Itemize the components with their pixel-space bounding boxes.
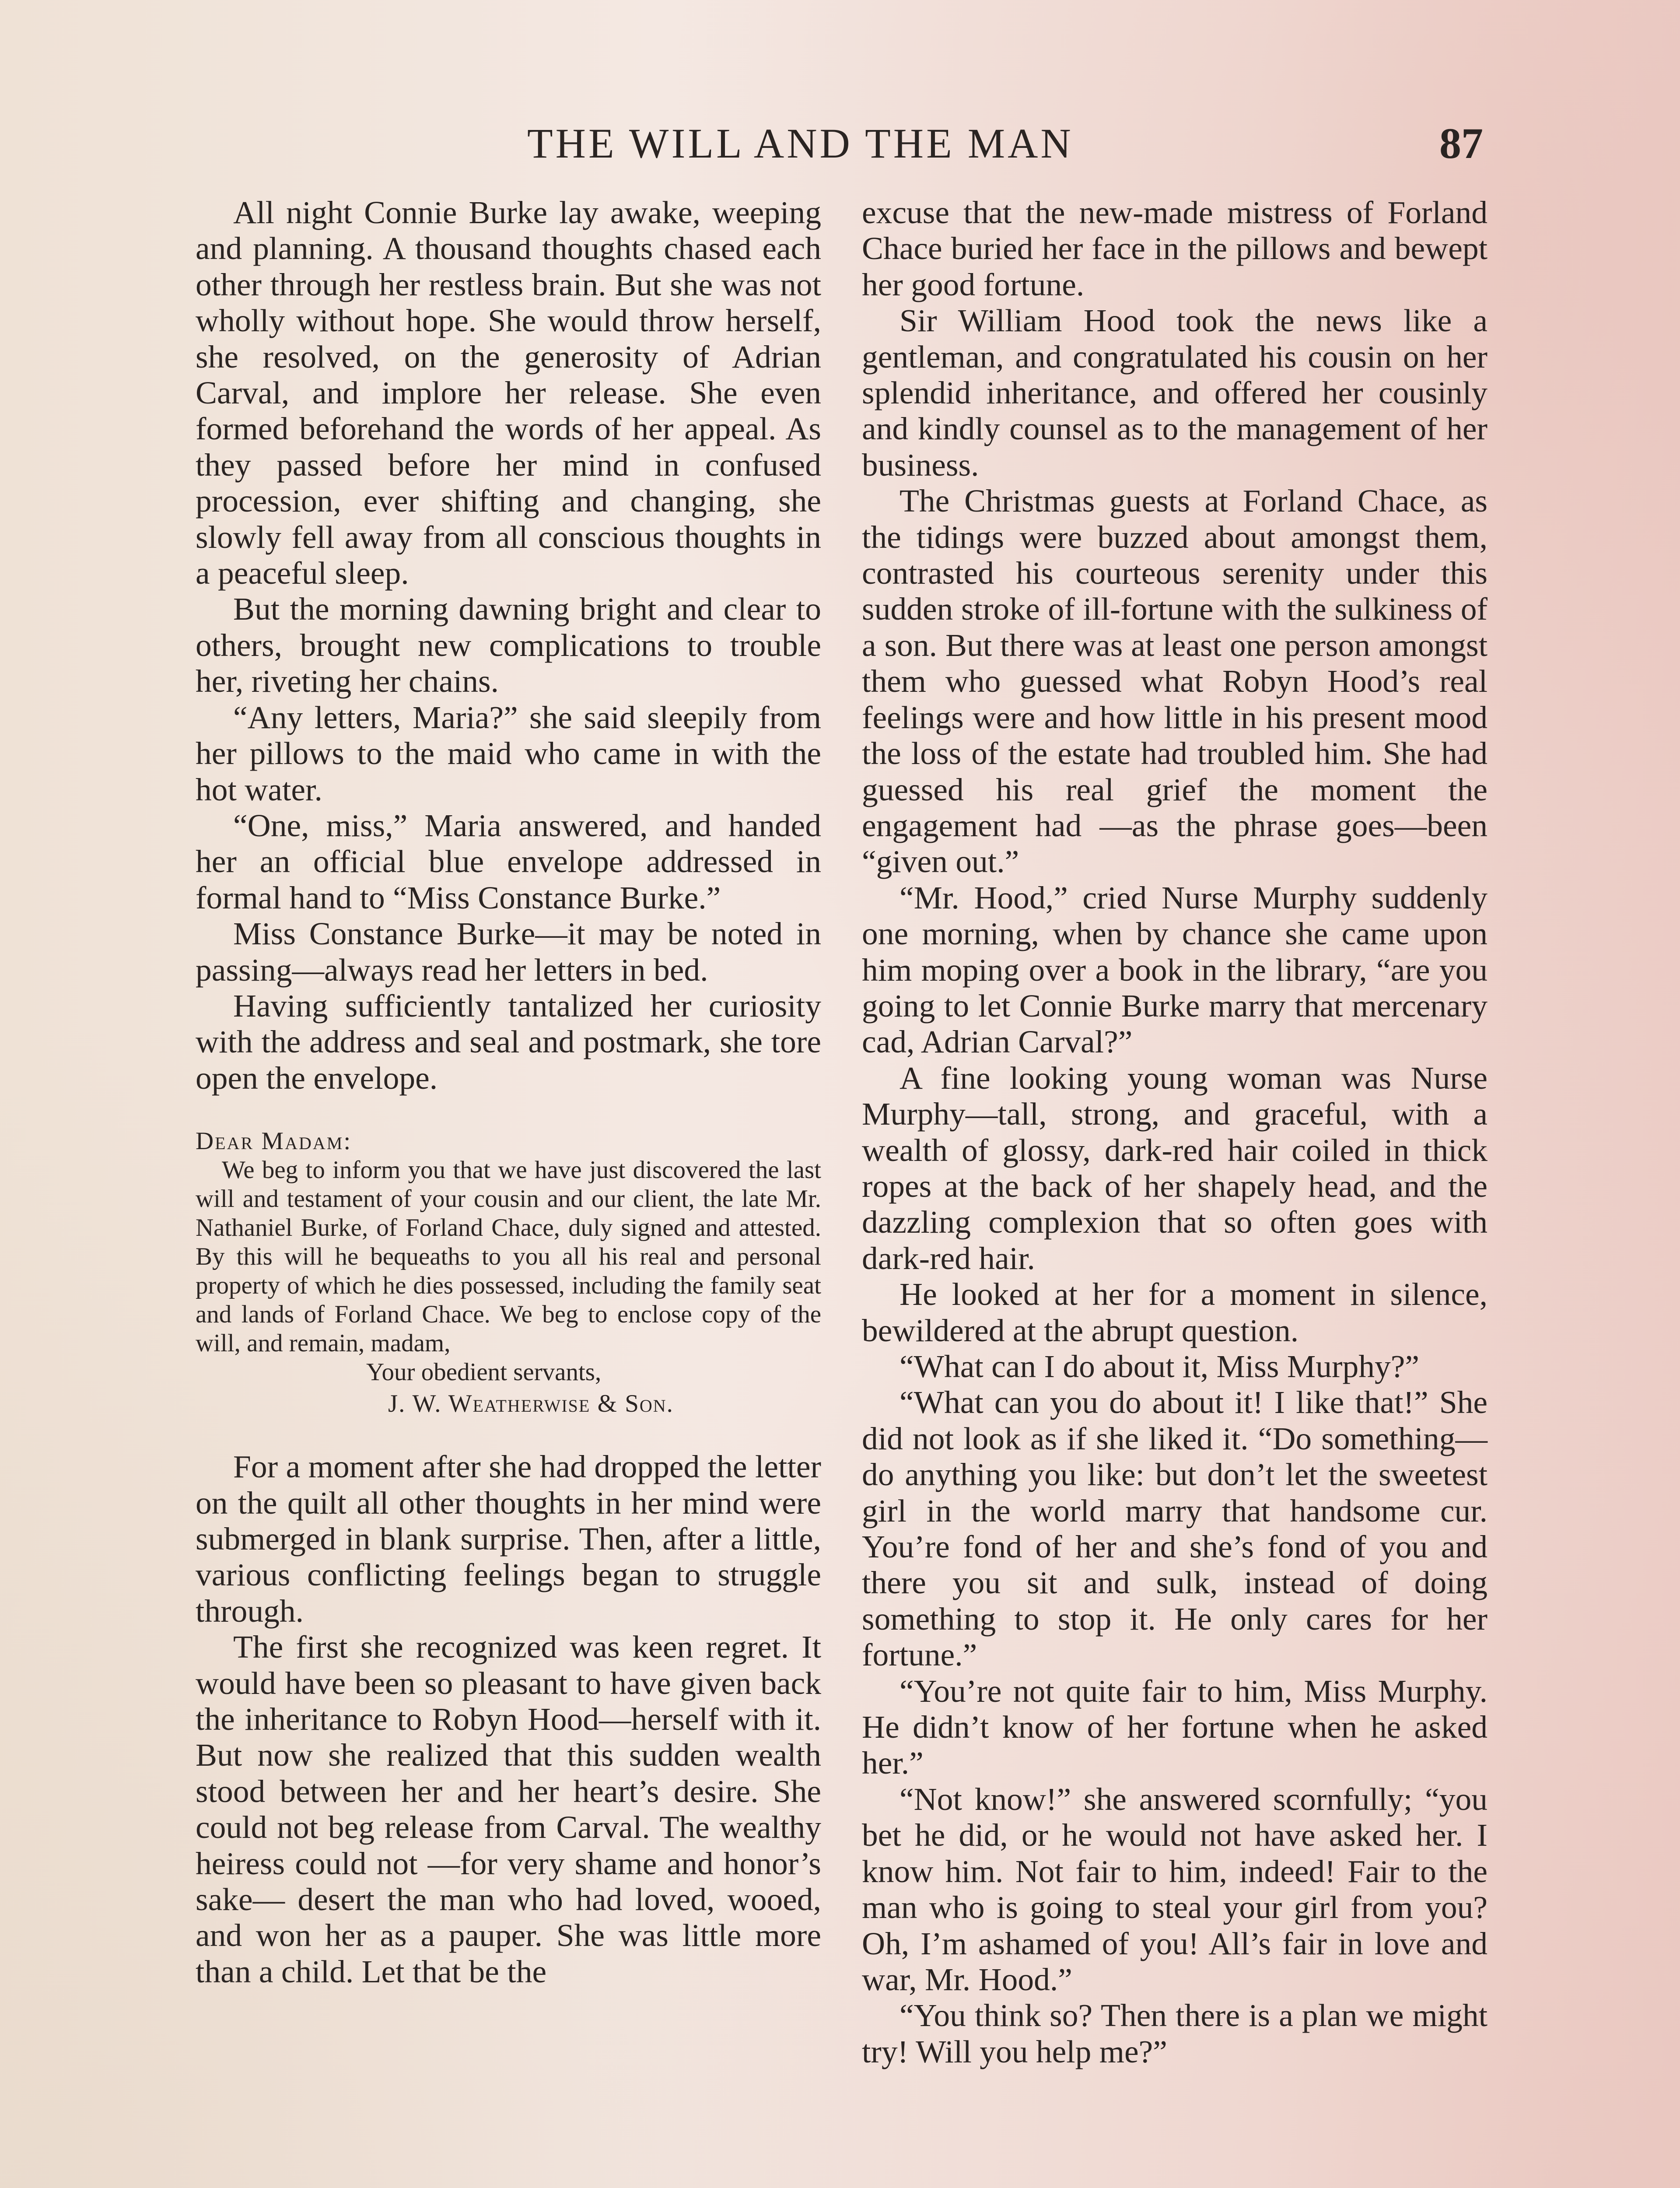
paragraph: “You think so? Then there is a plan we might try! Will you help me?” — [862, 1998, 1488, 2069]
paragraph-continued: excuse that the new-made mistress of Forland Chace buried her face in the pillows and bewept her good fortune. — [862, 195, 1488, 302]
paragraph: The first she recognized was keen regret. It would have been so pleasant to have given back the inheritance to Robyn Hood—herself with it. But now she realized that this sudden wealth stood between her and her heart’s desire. She could not beg release from Carval. The wealthy heiress could not —for very shame and honor’s sake— desert the man who had loved, wooed, and won her as a pauper. She was little more than a child. Let that be the — [196, 1629, 821, 1989]
paragraph: “What can I do about it, Miss Murphy?” — [900, 1349, 1419, 1384]
paragraph: “One, miss,” Maria answered, and handed her an official blue envelope addressed in formal hand to “Miss Constance Burke.” — [196, 807, 821, 915]
paragraph: A fine looking young woman was Nurse Murphy—tall, strong, and graceful, with a wealth of glossy, dark-red hair coiled in thick ropes at the back of her shapely head, and the dazzling complexion that so often goes with dark-red hair. — [862, 1060, 1488, 1276]
paragraph: “You’re not quite fair to him, Miss Murphy. He didn’t know of her fortune when he asked her.” — [862, 1673, 1488, 1781]
letter-signature: J. W. Weatherwise & Son. — [388, 1390, 674, 1418]
paragraph: “Mr. Hood,” cried Nurse Murphy suddenly one morning, when by chance she came upon him moping over a book in the library, “are you going to let Connie Burke marry that mercenary cad, Adrian Carval?” — [862, 880, 1488, 1060]
paragraph: Having sufficiently tantalized her curiosity with the address and seal and postmark, she tore open the envelope. — [196, 988, 821, 1096]
paragraph: All night Connie Burke lay awake, weeping and planning. A thousand thoughts chased each other through her restless brain. But she was not wholly without hope. She would throw herself, she resolved, on the generosity of Adrian Carval, and implore her release. She even formed beforehand the words of her appeal. As they passed before her mind in confused procession, ever shifting and changing, she slowly fell away from all conscious thoughts in a peaceful sleep. — [196, 195, 821, 591]
paragraph: He looked at her for a moment in silence, bewildered at the abrupt question. — [862, 1276, 1488, 1348]
letter-salutation: Dear Madam: — [196, 1127, 352, 1155]
letter-body: We beg to inform you that we have just discovered the last will and testament of your cousin and our client, the late Mr. Nathaniel Burke, of Forland Chace, duly signed and attested. By this will he bequeaths to you all his real and personal property of which he dies possessed, including the family seat and lands of Forland Chace. We beg to enclose copy of the will, and remain, madam, — [196, 1156, 821, 1357]
paragraph: “What can you do about it! I like that!” She did not look as if she liked it. “Do something—do anything you like: but don’t let the sweetest girl in the world marry that handsome cur. You’re fond of her and she’s fond of you and there you sit and sulk, instead of doing something to stop it. He only cares for her fortune.” — [862, 1385, 1488, 1673]
letter-closing: Your obedient servants, — [366, 1358, 602, 1386]
page-header — [0, 117, 1680, 170]
paragraph: “Not know!” she answered scornfully; “you bet he did, or he would not have asked her. I know him. Not fair to him, indeed! Fair to the man who is going to steal your girl from you? Oh, I’m ashamed of you! All’s fair in love and war, Mr. Hood.” — [862, 1781, 1488, 1997]
quoted-letter — [196, 1127, 821, 1418]
running-title: THE WILL AND THE MAN — [527, 120, 1074, 167]
paragraph: Sir William Hood took the news like a gentleman, and congratulated his cousin on her splendid inheritance, and offered her cousinly and kindly counsel as to the management of her business. — [862, 303, 1488, 483]
paragraph: For a moment after she had dropped the letter on the quilt all other thoughts in her mind were submerged in blank surprise. Then, after a little, various conflicting feelings began to struggle through. — [196, 1449, 821, 1629]
page-number: 87 — [1439, 119, 1483, 168]
paragraph: “Any letters, Maria?” she said sleepily from her pillows to the maid who came in with the hot water. — [196, 699, 821, 807]
left-column — [196, 195, 821, 1990]
paragraph: But the morning dawning bright and clear to others, brought new complications to trouble her, riveting her chains. — [196, 591, 821, 699]
right-column — [862, 195, 1488, 2070]
paragraph: The Christmas guests at Forland Chace, as the tidings were buzzed about amongst them, contrasted his courteous serenity under this sudden stroke of ill-fortune with the sulkiness of a son. But there was at least one person amongst them who guessed what Robyn Hood’s real feelings were and how little in his present mood the loss of the estate had troubled him. She had guessed his real grief the moment the engagement had —as the phrase goes—been “given out.” — [862, 483, 1488, 880]
paragraph: Miss Constance Burke—it may be noted in passing—always read her letters in bed. — [196, 916, 821, 988]
